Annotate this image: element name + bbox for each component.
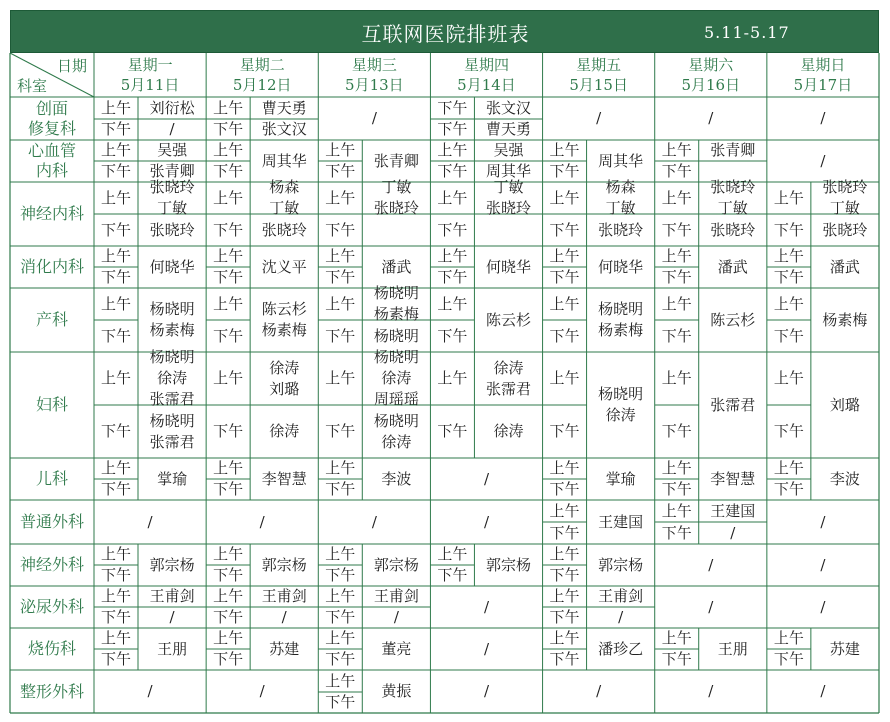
doctor-name: 郭宗杨 <box>149 555 195 574</box>
doctor-name: 陈云杉 <box>485 310 531 329</box>
date-header: 5月14日 <box>457 75 516 94</box>
am-label: 上午 <box>661 369 692 387</box>
doctor-name-pm: / <box>618 608 624 626</box>
doctor-name: 刘璐 <box>829 395 860 414</box>
am-label: 上午 <box>325 294 356 313</box>
date-header: 5月15日 <box>569 75 628 94</box>
department-name: 儿科 <box>35 469 68 488</box>
pm-label: 下午 <box>100 480 131 498</box>
am-label: 上午 <box>773 629 804 647</box>
doctor-name-pm: 张青卿 <box>149 162 195 180</box>
no-shift-mark: / <box>483 639 490 658</box>
doctor-name: 郭宗杨 <box>373 555 419 574</box>
department-name: 泌尿外科 <box>19 597 84 616</box>
doctor-name-am: 张晓玲 丁敏 <box>822 178 868 217</box>
pm-label: 下午 <box>437 326 468 345</box>
am-label: 上午 <box>661 459 692 477</box>
doctor-name: 沈义平 <box>261 257 307 276</box>
department-name: 普通外科 <box>19 512 84 531</box>
doctor-name: 郭宗杨 <box>598 555 644 574</box>
no-shift-mark: / <box>708 597 714 616</box>
doctor-name: 杨素梅 <box>822 310 868 329</box>
doctor-name: 郭宗杨 <box>485 555 531 574</box>
pm-label: 下午 <box>325 326 356 345</box>
pm-label: 下午 <box>325 220 356 239</box>
doctor-name: 何晓华 <box>485 257 531 276</box>
date-range: 5.11-5.17 <box>704 23 790 42</box>
doctor-name: 掌瑜 <box>605 469 636 488</box>
doctor-name-pm: 张晓玲 <box>598 220 644 239</box>
doctor-name-pm: 周其华 <box>485 162 531 180</box>
department-name: 消化内科 <box>19 257 84 276</box>
am-label: 上午 <box>549 369 580 387</box>
weekday-header: 星期五 <box>576 55 622 74</box>
am-label: 上午 <box>549 188 580 207</box>
pm-label: 下午 <box>549 220 580 239</box>
date-header: 5月12日 <box>232 75 292 94</box>
doctor-name-pm: 徐涛 <box>269 422 300 440</box>
am-label: 上午 <box>773 369 804 387</box>
corner-date-label: 日期 <box>56 56 87 75</box>
am-label: 上午 <box>325 369 356 387</box>
pm-label: 下午 <box>100 608 131 626</box>
pm-label: 下午 <box>100 162 131 180</box>
doctor-name-am: 曹天勇 <box>261 98 307 117</box>
am-label: 上午 <box>213 629 244 647</box>
pm-label: 下午 <box>325 268 356 286</box>
am-label: 上午 <box>661 501 692 520</box>
pm-label: 下午 <box>100 566 131 584</box>
department-name: 心血管 内科 <box>27 141 76 180</box>
pm-label: 下午 <box>437 220 468 239</box>
doctor-name-pm: 张晓玲 <box>710 220 756 239</box>
no-shift-mark: / <box>259 682 265 700</box>
no-shift-mark: / <box>820 597 826 616</box>
no-shift-mark: / <box>708 109 714 127</box>
am-label: 上午 <box>325 545 356 563</box>
pm-label: 下午 <box>773 650 804 668</box>
pm-label: 下午 <box>661 650 692 668</box>
pm-label: 下午 <box>661 480 692 498</box>
doctor-name-pm <box>362 214 430 246</box>
am-label: 上午 <box>325 247 356 265</box>
am-label: 上午 <box>213 294 244 313</box>
pm-label: 下午 <box>325 693 356 711</box>
no-shift-mark: / <box>483 512 490 531</box>
am-label: 上午 <box>661 247 692 265</box>
pm-label: 下午 <box>549 422 580 440</box>
doctor-name: 王朋 <box>717 639 748 658</box>
pm-label: 下午 <box>100 120 131 138</box>
corner-dept-label: 科室 <box>16 76 47 95</box>
am-label: 上午 <box>549 587 580 605</box>
pm-label: 下午 <box>773 268 804 286</box>
pm-label: 下午 <box>325 162 356 180</box>
pm-label: 下午 <box>661 220 692 239</box>
pm-label: 下午 <box>661 422 692 440</box>
am-label: 上午 <box>437 294 468 313</box>
doctor-name-am: 徐涛 刘璐 <box>269 358 300 398</box>
doctor-name: 杨晓明 杨素梅 <box>149 300 195 339</box>
doctor-name-pm <box>474 214 542 246</box>
am-label: 上午 <box>437 369 468 387</box>
doctor-name-am: 王甫剑 <box>261 587 307 605</box>
department-name: 创面 修复科 <box>27 98 76 138</box>
no-shift-mark: / <box>596 682 602 700</box>
am-label: 上午 <box>100 459 131 477</box>
doctor-name-am: 杨晓明 徐涛 周瑶瑶 <box>373 348 419 408</box>
pm-label: 下午 <box>213 650 244 668</box>
doctor-name: 李智慧 <box>710 469 756 488</box>
pm-label: 下午 <box>549 162 580 180</box>
doctor-name: 黄振 <box>381 682 412 700</box>
doctor-name: 杨晓明 杨素梅 <box>598 300 644 339</box>
am-label: 上午 <box>325 671 356 690</box>
doctor-name-am: 丁敏 张晓玲 <box>373 178 419 217</box>
no-shift-mark: / <box>147 512 153 531</box>
am-label: 上午 <box>213 247 244 265</box>
pm-label: 下午 <box>549 326 580 345</box>
no-shift-mark: / <box>371 512 377 531</box>
pm-label: 下午 <box>325 608 356 626</box>
no-shift-mark: / <box>820 512 826 531</box>
doctor-name-pm: 徐涛 <box>493 422 524 440</box>
am-label: 上午 <box>213 369 244 387</box>
weekday-header: 星期四 <box>463 55 509 74</box>
pm-label: 下午 <box>213 326 244 345</box>
am-label: 上午 <box>100 247 131 265</box>
am-label: 上午 <box>549 294 580 313</box>
pm-label: 下午 <box>437 120 468 138</box>
no-shift-mark: / <box>483 469 490 488</box>
am-label: 上午 <box>100 141 131 159</box>
am-label: 上午 <box>213 98 244 117</box>
am-label: 上午 <box>549 629 580 647</box>
am-label: 上午 <box>773 459 804 477</box>
doctor-name: 潘珍乙 <box>598 639 644 658</box>
doctor-name-am: 张晓玲 丁敏 <box>710 178 756 217</box>
am-label: 上午 <box>325 188 356 207</box>
doctor-name: 陈云杉 杨素梅 <box>261 300 307 339</box>
doctor-name: 何晓华 <box>149 257 195 276</box>
doctor-name-am: 吴强 <box>157 141 188 159</box>
doctor-name-am: 杨森 丁敏 <box>269 178 300 217</box>
department-name: 神经内科 <box>19 204 84 223</box>
no-shift-mark: / <box>820 555 826 574</box>
doctor-name: 苏建 <box>269 639 300 658</box>
pm-label: 下午 <box>213 480 244 498</box>
weekday-header: 星期日 <box>800 55 846 74</box>
department-name: 产科 <box>35 310 68 329</box>
am-label: 上午 <box>100 629 131 647</box>
doctor-name: 王建国 <box>598 512 644 531</box>
no-shift-mark: / <box>483 682 490 700</box>
am-label: 上午 <box>549 141 580 159</box>
no-shift-mark: / <box>820 682 826 700</box>
weekday-header: 星期二 <box>239 55 285 74</box>
doctor-name: 周其华 <box>261 151 307 170</box>
weekday-header: 星期一 <box>127 55 173 74</box>
doctor-name-am: 张晓玲 丁敏 <box>149 178 195 217</box>
doctor-name-pm: / <box>169 608 175 626</box>
doctor-name-am: 刘衍松 <box>149 98 195 117</box>
am-label: 上午 <box>325 459 356 477</box>
doctor-name-pm: / <box>730 523 736 542</box>
doctor-name: 李波 <box>381 469 412 488</box>
pm-label: 下午 <box>213 162 244 180</box>
am-label: 上午 <box>437 141 468 159</box>
date-header: 5月13日 <box>345 75 404 94</box>
doctor-name-pm: 杨晓明 <box>373 326 419 345</box>
doctor-name-pm: 杨晓明 张霈君 <box>149 411 195 451</box>
pm-label: 下午 <box>437 566 468 584</box>
am-label: 上午 <box>549 247 580 265</box>
no-shift-mark: / <box>820 109 826 127</box>
doctor-name-pm: / <box>393 608 399 626</box>
pm-label: 下午 <box>773 220 804 239</box>
date-header: 5月11日 <box>120 75 180 94</box>
am-label: 上午 <box>213 141 244 159</box>
no-shift-mark: / <box>820 151 826 170</box>
am-label: 上午 <box>100 369 131 387</box>
no-shift-mark: / <box>259 512 265 531</box>
am-label: 上午 <box>325 629 356 647</box>
doctor-name-pm: 曹天勇 <box>485 120 531 138</box>
am-label: 下午 <box>437 98 468 117</box>
no-shift-mark: / <box>371 109 377 127</box>
am-label: 上午 <box>773 247 804 265</box>
am-label: 上午 <box>325 587 356 605</box>
doctor-name: 李智慧 <box>261 469 307 488</box>
am-label: 上午 <box>100 545 131 563</box>
doctor-name-pm: / <box>281 608 287 626</box>
am-label: 上午 <box>437 188 468 207</box>
pm-label: 下午 <box>100 422 131 440</box>
doctor-name-am: 王建国 <box>710 501 756 520</box>
doctor-name-am: 杨晓明 徐涛 张霈君 <box>149 348 195 408</box>
pm-label: 下午 <box>773 422 804 440</box>
pm-label: 下午 <box>549 608 580 626</box>
pm-label: 下午 <box>100 220 131 239</box>
no-shift-mark: / <box>708 682 714 700</box>
am-label: 上午 <box>100 294 131 313</box>
pm-label: 下午 <box>437 162 468 180</box>
pm-label: 下午 <box>661 326 692 345</box>
am-label: 上午 <box>661 141 692 159</box>
am-label: 上午 <box>100 188 131 207</box>
doctor-name: 潘武 <box>717 257 748 276</box>
am-label: 上午 <box>100 98 131 117</box>
weekday-header: 星期三 <box>351 55 397 74</box>
department-name: 妇科 <box>35 395 68 414</box>
doctor-name-am: 王甫剑 <box>149 587 195 605</box>
am-label: 上午 <box>437 545 468 563</box>
date-header: 5月17日 <box>793 75 853 94</box>
date-header: 5月16日 <box>681 75 741 94</box>
department-name: 烧伤科 <box>27 639 76 658</box>
pm-label: 下午 <box>549 523 580 542</box>
am-label: 上午 <box>213 587 244 605</box>
doctor-name-am: 张青卿 <box>710 141 756 159</box>
doctor-name-am: 丁敏 张晓玲 <box>485 178 531 217</box>
doctor-name: 杨晓明 徐涛 <box>598 385 644 424</box>
pm-label: 下午 <box>549 480 580 498</box>
doctor-name-am: 张文汉 <box>485 98 531 117</box>
am-label: 上午 <box>549 459 580 477</box>
pm-label: 下午 <box>325 480 356 498</box>
pm-label: 下午 <box>773 326 804 345</box>
pm-label: 下午 <box>437 268 468 286</box>
doctor-name: 董亮 <box>381 639 412 658</box>
no-shift-mark: / <box>708 555 714 574</box>
am-label: 上午 <box>661 188 692 207</box>
pm-label: 下午 <box>325 566 356 584</box>
department-name: 整形外科 <box>19 681 84 701</box>
doctor-name: 张青卿 <box>373 151 419 170</box>
doctor-name: 潘武 <box>829 257 860 276</box>
doctor-name: 苏建 <box>829 639 860 658</box>
pm-label: 下午 <box>213 608 244 626</box>
pm-label: 下午 <box>213 220 244 239</box>
doctor-name: 掌瑜 <box>157 469 188 488</box>
am-label: 上午 <box>661 294 692 313</box>
doctor-name-am: 吴强 <box>493 141 524 159</box>
pm-label: 下午 <box>549 650 580 668</box>
doctor-name-pm: 张晓玲 <box>149 220 195 239</box>
pm-label: 下午 <box>437 422 468 440</box>
doctor-name: 何晓华 <box>598 257 644 276</box>
doctor-name-am: 王甫剑 <box>598 587 644 605</box>
pm-label: 下午 <box>325 422 356 440</box>
pm-label: 下午 <box>213 422 244 440</box>
department-name: 神经外科 <box>19 555 84 574</box>
doctor-name: 潘武 <box>381 257 412 276</box>
doctor-name: 张霈君 <box>710 395 756 414</box>
pm-label: 下午 <box>661 162 692 180</box>
doctor-name: 李波 <box>829 469 860 488</box>
pm-label: 下午 <box>100 268 131 286</box>
page-title: 互联网医院排班表 <box>361 22 530 46</box>
doctor-name-am: 杨晓明 杨素梅 <box>373 284 419 323</box>
pm-label: 下午 <box>213 268 244 286</box>
am-label: 上午 <box>213 188 244 207</box>
am-label: 上午 <box>213 459 244 477</box>
am-label: 上午 <box>213 545 244 563</box>
doctor-name-pm: / <box>169 120 175 138</box>
doctor-name: 陈云杉 <box>710 310 756 329</box>
doctor-name-pm: 杨晓明 徐涛 <box>373 411 419 451</box>
pm-label: 下午 <box>661 268 692 286</box>
pm-label: 下午 <box>661 523 692 542</box>
pm-label: 下午 <box>549 268 580 286</box>
no-shift-mark: / <box>147 682 153 700</box>
pm-label: 下午 <box>549 566 580 584</box>
am-label: 上午 <box>325 141 356 159</box>
doctor-name-pm: 张文汉 <box>261 120 307 138</box>
doctor-name-am: 杨森 丁敏 <box>605 178 636 217</box>
doctor-name: 周其华 <box>598 151 644 170</box>
am-label: 上午 <box>773 294 804 313</box>
no-shift-mark: / <box>596 109 602 127</box>
pm-label: 下午 <box>773 480 804 498</box>
pm-label: 下午 <box>325 650 356 668</box>
pm-label: 下午 <box>100 650 131 668</box>
doctor-name: 郭宗杨 <box>261 555 307 574</box>
am-label: 上午 <box>549 501 580 520</box>
doctor-name: 王朋 <box>157 639 188 658</box>
weekday-header: 星期六 <box>688 55 734 74</box>
am-label: 上午 <box>437 247 468 265</box>
am-label: 上午 <box>549 545 580 563</box>
am-label: 上午 <box>100 587 131 605</box>
doctor-name-pm: 张晓玲 <box>822 220 868 239</box>
doctor-name-pm: 张晓玲 <box>261 220 307 239</box>
pm-label: 下午 <box>100 326 131 345</box>
no-shift-mark: / <box>483 597 490 616</box>
pm-label: 下午 <box>213 120 244 138</box>
am-label: 上午 <box>773 188 804 207</box>
doctor-name-am: 徐涛 张霈君 <box>485 358 531 398</box>
am-label: 上午 <box>661 629 692 647</box>
pm-label: 下午 <box>213 566 244 584</box>
doctor-name-am: 王甫剑 <box>373 587 419 605</box>
